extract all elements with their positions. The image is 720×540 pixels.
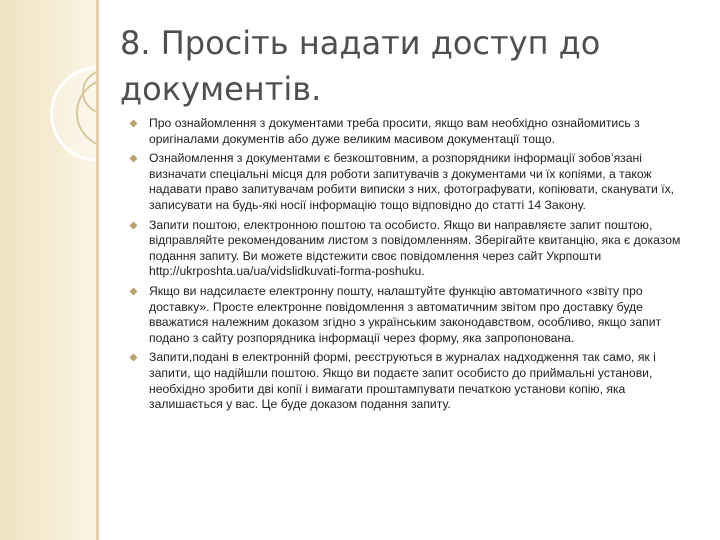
slide-title: 8. Просіть надати доступ до документів. [120,24,601,108]
bullet-icon [130,221,138,229]
bullet-text: Про ознайомлення з документами треба просити, якщо вам необхідно ознайомитись з оригіналами документів або дуже великим масивом документації тощо. [149,116,640,146]
bullet-item [130,350,696,412]
bullet-list [130,116,696,417]
bullet-item [130,116,696,147]
bullet-text: Ознайомлення з документами є безкоштовним, а розпорядники інформації зобов’язані визначати спеціальні місця для роботи запитувачів з документами чи їх копіями, а також надавати право запитувачам робити виписки з них, фотографувати, копіювати, сканувати їх, записувати на будь-які носії інформацію тощо відповідно до статті 14 Закону. [149,151,675,212]
bullet-icon [130,120,138,128]
bullet-icon [130,287,138,295]
bullet-item [130,284,696,346]
bullet-text: Запити поштою, електронною поштою та особисто. Якщо ви направляєте запит поштою, відправляйте рекомендованим листом з повідомленням. Зберігайте квитанцію, яка є доказом подання запиту. Ви можете відстежити своє повідомлення через сайт Укрпошти http://ukrposhta.ua/ua/vidslidkuvati-forma-poshuku. [149,217,681,279]
bullet-icon [130,354,138,362]
panel-divider [96,0,99,540]
bullet-item [130,151,696,213]
bullet-text: Запити,подані в електронній формі, реєструються в журналах надходження так само, як і запити, що надійшли поштою. Якщо ви подаєте запит особисто до приймальні установи, необхідно зробити дві копії і вимагати проштампувати печаткою установи копію, яка залишається у вас. Це буде доказом подання запиту. [149,350,656,412]
decorative-side-panel [0,0,98,540]
bullet-text: Якщо ви надсилаєте електронну пошту, налаштуйте функцію автоматичного «звіту про доставку». Просте електронне повідомлення з автоматичним звітом про доставку буде вважатися належним доказом згідно з українським законодавством, особливо, якщо запит подано з сайту розпорядника інформації через форму, яка запропонована. [149,283,662,345]
bullet-item [130,218,696,280]
bullet-icon [130,155,138,163]
